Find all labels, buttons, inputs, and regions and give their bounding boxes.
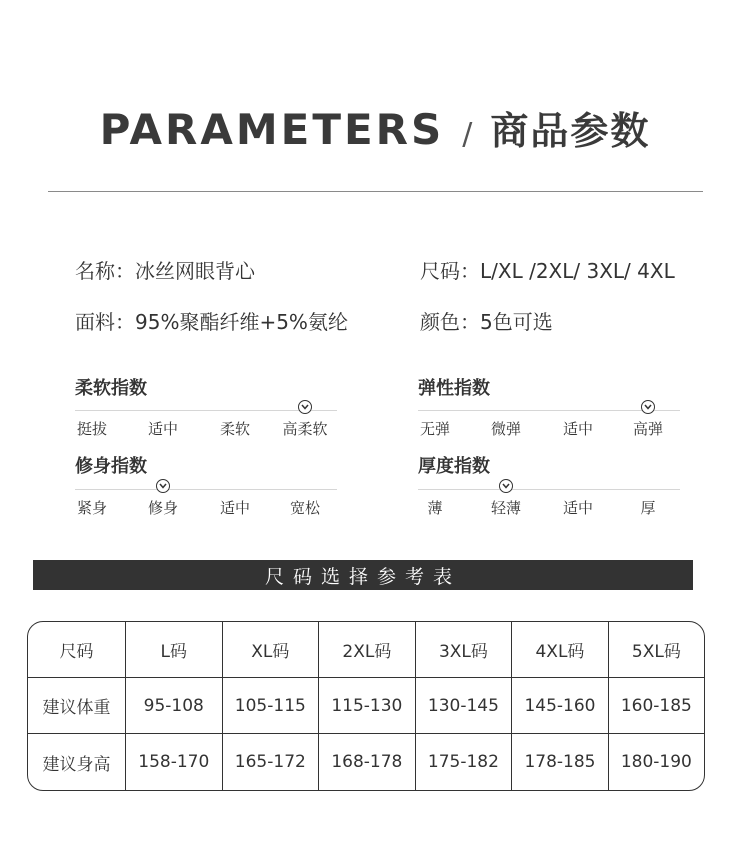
slimfit-index-title: 修身指数 (75, 456, 147, 477)
table-cell: 建议身高 (28, 734, 126, 790)
scale-option-label: 高柔软 (282, 420, 328, 438)
elasticity-index-scale (418, 400, 680, 440)
table-cell: 建议体重 (28, 678, 126, 734)
scale-option-label: 薄 (427, 499, 443, 517)
title-divider (48, 191, 703, 192)
table-cell: 130-145 (416, 678, 513, 734)
chevron-down-circle-icon (499, 479, 513, 493)
scale-option-label: 紧身 (76, 499, 108, 517)
thickness-index-scale (418, 479, 680, 519)
table-cell: 105-115 (223, 678, 320, 734)
table-header-row (28, 622, 704, 678)
table-header-cell: 4XL码 (512, 622, 609, 678)
table-cell: 160-185 (609, 678, 704, 734)
table-cell: 95-108 (126, 678, 223, 734)
table-header-cell: L码 (126, 622, 223, 678)
table-cell: 145-160 (512, 678, 609, 734)
chevron-down-circle-icon (156, 479, 170, 493)
table-cell: 168-178 (319, 734, 416, 790)
scale-option-label: 修身 (147, 499, 179, 517)
table-header-cell: 尺码 (28, 622, 126, 678)
scale-option-label: 适中 (562, 420, 594, 438)
scale-line (75, 489, 337, 490)
product-name: 名称：冰丝网眼背心 (75, 259, 255, 283)
title-english: PARAMETERS (99, 105, 445, 154)
chevron-down-circle-icon (298, 400, 312, 414)
scale-option-label: 挺拔 (76, 420, 108, 438)
scale-line (418, 489, 680, 490)
scale-option-label: 柔软 (219, 420, 251, 438)
size-chart-table (27, 621, 705, 791)
table-cell: 175-182 (416, 734, 513, 790)
table-cell: 165-172 (223, 734, 320, 790)
scale-option-label: 适中 (147, 420, 179, 438)
page-title (0, 100, 750, 155)
table-header-cell: 2XL码 (319, 622, 416, 678)
scale-option-label: 无弹 (419, 420, 451, 438)
table-row (28, 678, 704, 734)
scale-option-label: 适中 (562, 499, 594, 517)
softness-index-scale (75, 400, 337, 440)
scale-option-label: 高弹 (632, 420, 664, 438)
scale-option-label: 适中 (219, 499, 251, 517)
table-cell: 180-190 (620, 752, 692, 772)
slimfit-index-scale (75, 479, 337, 519)
product-fabric: 面料：95%聚酯纤维+5%氨纶 (75, 310, 348, 334)
scale-option-label: 宽松 (289, 499, 321, 517)
table-header-cell: 3XL码 (416, 622, 513, 678)
scale-line (418, 410, 680, 411)
table-row (28, 734, 704, 790)
elasticity-index-title: 弹性指数 (418, 378, 490, 399)
table-cell: 115-130 (319, 678, 416, 734)
product-colors: 颜色：5色可选 (420, 310, 553, 334)
scale-option-label: 轻薄 (490, 499, 522, 517)
table-cell: 158-170 (126, 734, 223, 790)
title-chinese: 商品参数 (490, 109, 651, 153)
softness-index-title: 柔软指数 (75, 378, 147, 399)
thickness-index-title: 厚度指数 (418, 456, 490, 477)
table-header-cell: 5XL码 (609, 622, 704, 678)
size-chart-banner: 尺码选择参考表 (33, 560, 693, 590)
chevron-down-circle-icon (641, 400, 655, 414)
scale-option-label: 微弹 (490, 420, 522, 438)
table-header-cell: XL码 (223, 622, 320, 678)
product-sizes: 尺码：L/XL /2XL/ 3XL/ 4XL (420, 259, 675, 283)
table-cell: 178-185 (512, 734, 609, 790)
scale-line (75, 410, 337, 411)
scale-option-label: 厚 (640, 499, 656, 517)
title-separator: / (462, 117, 473, 152)
